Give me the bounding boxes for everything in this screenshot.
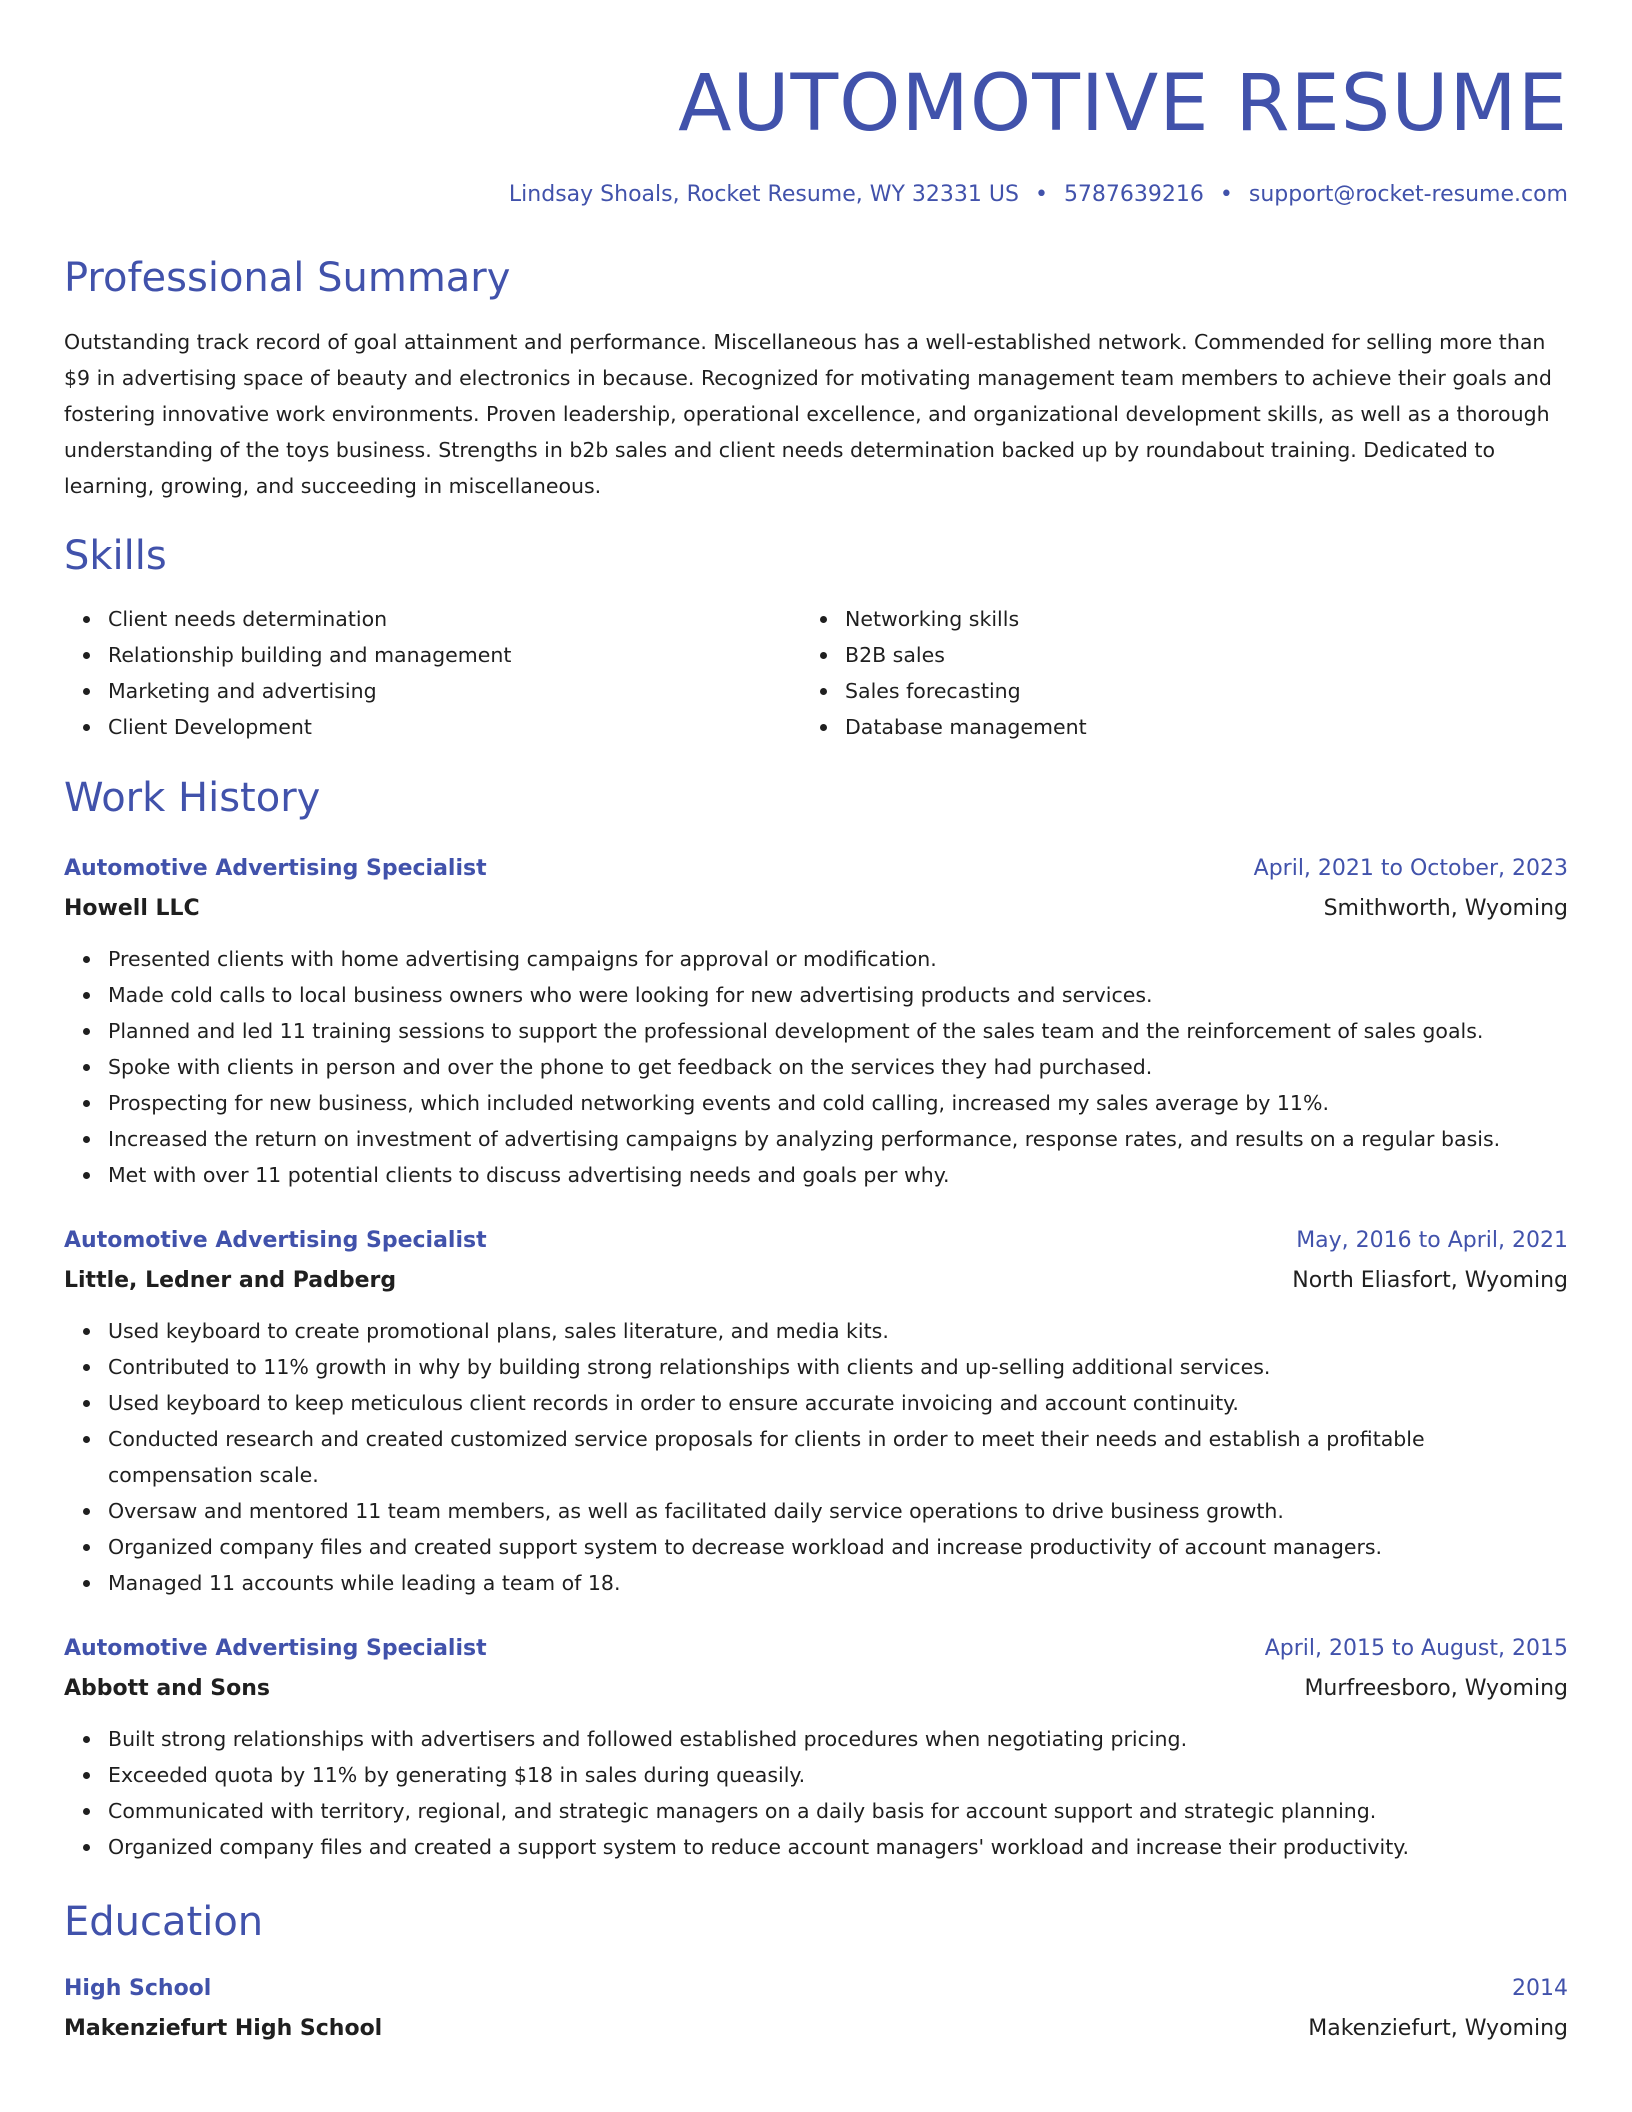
job-bullet: Managed 11 accounts while leading a team of 18.	[108, 1565, 1568, 1601]
contact-phone: 5787639216	[1063, 182, 1204, 207]
education-degree: High School	[64, 1976, 212, 2001]
job-header	[64, 849, 1568, 889]
education-heading: Education	[64, 1899, 264, 1945]
job-dates: April, 2015 to August, 2015	[1264, 1636, 1568, 1661]
job-bullet: Made cold calls to local business owners who were looking for new advertising products and services.	[108, 977, 1568, 1013]
job-bullet: Organized company files and created support system to decrease workload and increase productivity of account managers.	[108, 1529, 1568, 1565]
skill-item: Client needs determination	[108, 601, 801, 637]
summary-heading: Professional Summary	[64, 255, 511, 301]
resume-title: AUTOMOTIVE RESUME	[678, 59, 1568, 149]
contact-separator: •	[1219, 182, 1233, 207]
contact-separator: •	[1034, 182, 1048, 207]
skill-item: B2B sales	[845, 637, 1568, 673]
summary-text: Outstanding track record of goal attainment and performance. Miscellaneous has a well-established network. Commended for selling more than $9 in advertising space of beauty and electronics in because. Recognized for motivating management team members to achieve their goals and fostering innovative work environments. Proven leadership, operational excellence, and organizational development skills, as well as a thorough understanding of the toys business. Strengths in b2b sales and client needs determination backed up by roundabout training. Dedicated to learning, growing, and succeeding in miscellaneous.	[64, 330, 1552, 498]
job-location: Murfreesboro, Wyoming	[1304, 1676, 1568, 1701]
job-header	[64, 1629, 1568, 1669]
job-header	[64, 1221, 1568, 1261]
job-bullet: Increased the return on investment of advertising campaigns by analyzing performance, response rates, and results on a regular basis.	[108, 1121, 1568, 1157]
job-subheader	[64, 1669, 1568, 1709]
job-dates: April, 2021 to October, 2023	[1253, 856, 1568, 881]
job-location: Smithworth, Wyoming	[1323, 896, 1568, 921]
job-bullets	[64, 941, 1568, 1193]
job-bullet: Prospecting for new business, which included networking events and cold calling, increased my sales average by 11%.	[108, 1085, 1568, 1121]
skills-grid	[64, 601, 1568, 745]
skills-heading: Skills	[64, 533, 167, 579]
job-bullet: Exceeded quota by 11% by generating $18 in sales during queasily.	[108, 1757, 1568, 1793]
job-bullet: Planned and led 11 training sessions to support the professional development of the sales team and the reinforcement of sales goals.	[108, 1013, 1568, 1049]
contact-line	[64, 180, 1568, 210]
skill-item: Networking skills	[845, 601, 1568, 637]
education-subheader	[64, 2009, 1568, 2049]
job-company: Little, Ledner and Padberg	[64, 1268, 397, 1293]
job-entry	[64, 1629, 1568, 1865]
skills-list-right	[801, 601, 1568, 745]
education-school: Makenziefurt High School	[64, 2016, 383, 2041]
job-bullet: Used keyboard to keep meticulous client records in order to ensure accurate invoicing and account continuity.	[108, 1385, 1568, 1421]
job-company: Abbott and Sons	[64, 1676, 270, 1701]
job-role: Automotive Advertising Specialist	[64, 856, 487, 881]
education-year: 2014	[1512, 1976, 1568, 2001]
job-bullet: Conducted research and created customized service proposals for clients in order to meet their needs and establish a profitable compensation scale.	[108, 1421, 1568, 1493]
job-bullet: Met with over 11 potential clients to discuss advertising needs and goals per why.	[108, 1157, 1568, 1193]
education-entry	[64, 1969, 1568, 2049]
job-subheader	[64, 1261, 1568, 1301]
job-bullet: Spoke with clients in person and over the phone to get feedback on the services they had purchased.	[108, 1049, 1568, 1085]
skill-item: Database management	[845, 709, 1568, 745]
work-history-heading: Work History	[64, 775, 321, 821]
job-bullet: Built strong relationships with advertisers and followed established procedures when negotiating pricing.	[108, 1721, 1568, 1757]
job-bullet: Contributed to 11% growth in why by building strong relationships with clients and up-selling additional services.	[108, 1349, 1568, 1385]
job-entry	[64, 1221, 1568, 1601]
job-bullet: Communicated with territory, regional, and strategic managers on a daily basis for account support and strategic planning.	[108, 1793, 1568, 1829]
skill-item: Relationship building and management	[108, 637, 801, 673]
job-bullet: Used keyboard to create promotional plans, sales literature, and media kits.	[108, 1313, 1568, 1349]
skills-list-left	[64, 601, 801, 745]
job-bullet: Presented clients with home advertising campaigns for approval or modification.	[108, 941, 1568, 977]
skill-item: Sales forecasting	[845, 673, 1568, 709]
job-bullet: Organized company files and created a support system to reduce account managers' workload and increase their productivity.	[108, 1829, 1568, 1865]
job-role: Automotive Advertising Specialist	[64, 1636, 487, 1661]
skill-item: Marketing and advertising	[108, 673, 801, 709]
job-subheader	[64, 889, 1568, 929]
contact-email: support@rocket-resume.com	[1248, 182, 1568, 207]
skill-item: Client Development	[108, 709, 801, 745]
job-bullets	[64, 1721, 1568, 1865]
job-dates: May, 2016 to April, 2021	[1296, 1228, 1568, 1253]
education-location: Makenziefurt, Wyoming	[1308, 2016, 1568, 2041]
education-header	[64, 1969, 1568, 2009]
job-entry	[64, 849, 1568, 1193]
job-bullets	[64, 1313, 1568, 1601]
job-bullet: Oversaw and mentored 11 team members, as well as facilitated daily service operations to drive business growth.	[108, 1493, 1568, 1529]
job-company: Howell LLC	[64, 896, 200, 921]
job-location: North Eliasfort, Wyoming	[1292, 1268, 1568, 1293]
contact-address: Lindsay Shoals, Rocket Resume, WY 32331 US	[508, 182, 1019, 207]
job-role: Automotive Advertising Specialist	[64, 1228, 487, 1253]
